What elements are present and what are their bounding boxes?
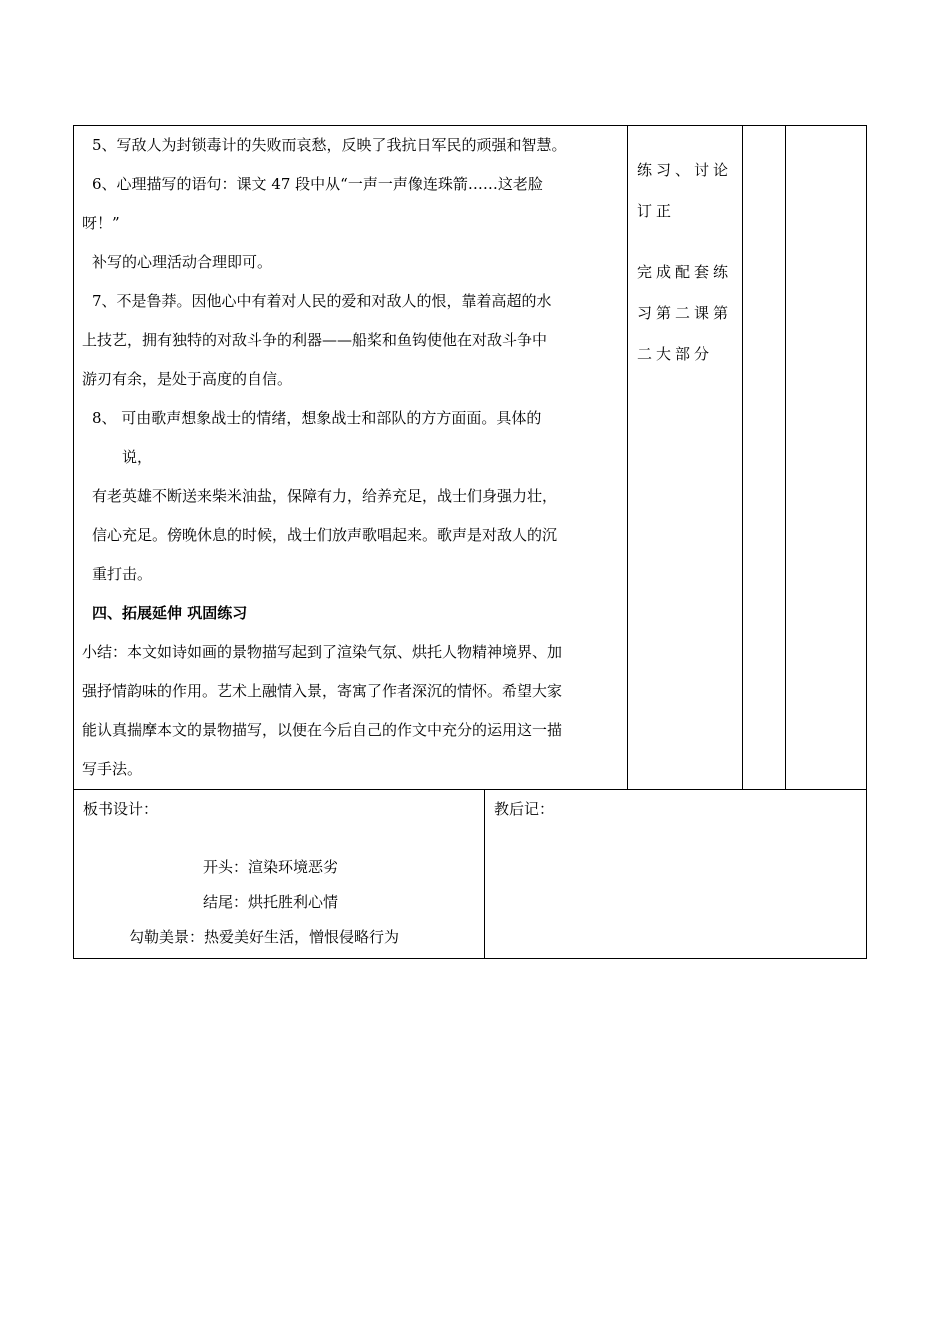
summary-line4: 写手法。 [82,760,143,778]
summary-line1: 小结：本文如诗如画的景物描写起到了渲染气氛、烘托人物精神境界、加 [82,643,563,661]
answer-5: 5、写敌人为封锁毒计的失败而哀愁，反映了我抗日军民的顽强和智慧。 [92,136,567,154]
main-content-cell [74,126,628,790]
section-heading: 四、拓展延伸 巩固练习 [92,604,248,622]
answer-8-cont3: 信心充足。傍晚休息的时候，战士们放声歌唱起来。歌声是对敌人的沉 [92,526,558,544]
answer-7-cont1: 上技艺，拥有独特的对敌斗争的利器——船桨和鱼钩使他在对敌斗争中 [82,331,548,349]
answer-6: 6、心理描写的语句：课文 47 段中从“一声一声像连珠箭……这老脸 [92,175,543,193]
answer-6-cont: 呀！” [82,214,120,232]
answer-8: 8、 可由歌声想象战士的情绪，想象战士和部队的方方面面。具体的 [92,409,542,427]
board-line-ending: 结尾：烘托胜利心情 [203,893,339,911]
answer-7: 7、不是鲁莽。因他心中有着对人民的爱和对敌人的恨，靠着高超的水 [92,292,552,310]
board-line-opening: 开头：渲染环境恶劣 [203,858,339,876]
content-row [74,126,867,790]
activity-cell [628,126,743,790]
board-design-label: 板书设计： [83,800,159,818]
board-line-scenery: 勾勒美景：热爱美好生活，憎恨侵略行为 [129,928,400,946]
activity-correct: 订正 [637,202,676,220]
answer-8-cont4: 重打击。 [92,565,153,583]
bottom-row [74,790,867,959]
activity-homework-2: 习第二课第 [637,304,733,322]
board-design-cell [74,790,485,959]
answer-6-note: 补写的心理活动合理即可。 [92,253,273,271]
summary-line2: 强抒情韵味的作用。艺术上融情入景，寄寓了作者深沉的情怀。希望大家 [82,682,563,700]
lesson-plan-table [73,125,867,959]
activity-homework-3: 二大部分 [637,345,714,363]
activity-homework-1: 完成配套练 [637,263,733,281]
teaching-notes-cell [485,790,867,959]
answer-7-cont2: 游刃有余，是处于高度的自信。 [82,370,293,388]
activity-practice: 练习、讨论 [637,161,733,179]
empty-cell-2 [786,126,867,790]
answer-8-cont1: 说， [122,448,153,466]
answer-8-cont2: 有老英雄不断送来柴米油盐，保障有力，给养充足，战士们身强力壮， [92,487,558,505]
teaching-notes-label: 教后记： [494,800,555,818]
summary-line3: 能认真揣摩本文的景物描写，以便在今后自己的作文中充分的运用这一描 [82,721,563,739]
empty-cell-1 [743,126,786,790]
